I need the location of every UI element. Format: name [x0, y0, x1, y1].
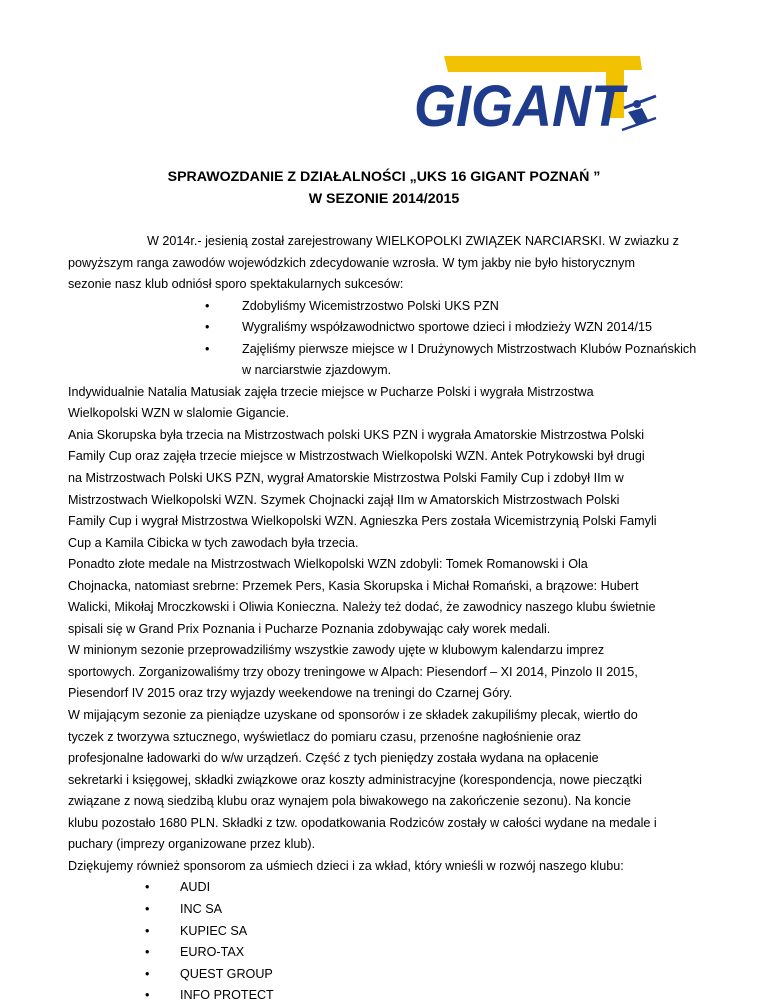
- paragraph-line: na Mistrzostwach Polski UKS PZN, wygrał Amatorskie Mistrzostwa Polski Family Cup i zdobył IIm w: [68, 471, 624, 486]
- logo-yellow-shape: [444, 56, 642, 72]
- intro-line: powyższym ranga zawodów wojewódzkich zdecydowanie wzrosła. W tym jakby nie było historycznym: [68, 255, 635, 270]
- gigant-logo-graphic: [410, 46, 658, 142]
- achievement-item-continuation: w narciarstwie zjazdowym.: [242, 363, 392, 378]
- gigant-logo: [410, 46, 658, 142]
- logo-skier-head: [633, 100, 641, 108]
- sponsor-item: • AUDI: [68, 877, 688, 899]
- paragraph-line: Ponadto złote medale na Mistrzostwach Wielkopolski WZN zdobyli: Tomek Romanowski i Ola: [68, 557, 588, 572]
- paragraph-line: Family Cup i wygrał Mistrzostwa Wielkopolski WZN. Agnieszka Pers została Wicemistrzynią Polski Famyli: [68, 514, 657, 529]
- report-body: [68, 231, 697, 1007]
- paragraph-line: Cup a Kamila Cibicka w tych zawodach była trzecia.: [68, 535, 359, 550]
- paragraph-line: W minionym sezonie przeprowadziliśmy wszystkie zawody ujęte w klubowym kalendarzu imprez: [68, 643, 605, 658]
- paragraph-line: sportowych. Zorganizowaliśmy trzy obozy treningowe w Alpach: Piesendorf – XI 2014, Pinzolo II 2015,: [68, 664, 638, 679]
- paragraph-line: W mijającym sezonie za pieniądze uzyskane od sponsorów i ze składek zakupiliśmy plecak, wiertło do: [68, 708, 638, 723]
- paragraph-line: Walicki, Mikołaj Mroczkowski i Oliwia Konieczna. Należy też dodać, że zawodnicy naszego klubu świetnie: [68, 600, 656, 615]
- paragraph-line: tyczek z tworzywa sztucznego, wyświetlacz do pomiaru czasu, przenośne nagłośnienie oraz: [68, 729, 582, 744]
- paragraph-line: puchary (imprezy organizowane przez klub).: [68, 837, 316, 852]
- achievement-item: • Zdobyliśmy Wicemistrzostwo Polski UKS PZN: [68, 296, 688, 318]
- logo-text: GIGANT: [414, 74, 629, 139]
- paragraph-line: profesjonalne ładowarki do w/w urządzeń. Część z tych pieniędzy została wydana na opłacenie: [68, 751, 599, 766]
- paragraph-line: Family Cup oraz zajęła trzecie miejsce w Mistrzostwach Wielkopolski WZN. Antek Potrykowski był drugi: [68, 449, 645, 464]
- report-subtitle: W SEZONIE 2014/2015: [308, 191, 460, 207]
- sponsor-item: • EURO-TAX: [68, 942, 688, 964]
- intro-line: sezonie nasz klub odniósł sporo spektakularnych sukcesów:: [68, 277, 404, 292]
- paragraph-line: Dziękujemy również sponsorom za uśmiech dzieci i za wkład, który wnieśli w rozwój naszego klubu:: [68, 858, 624, 873]
- paragraph-line: Indywidualnie Natalia Matusiak zajęła trzecie miejsce w Pucharze Polski i wygrała Mistrzostwa: [68, 384, 594, 399]
- sponsor-item: • INFO PROTECT: [68, 985, 688, 1007]
- paragraph-line: spisali się w Grand Prix Poznania i Pucharze Poznania zdobywając cały worek medali.: [68, 621, 551, 636]
- sponsor-item: • QUEST GROUP: [68, 964, 688, 986]
- achievement-item: • Zajęliśmy pierwsze miejsce w I Drużynowych Mistrzostwach Klubów Poznańskich: [68, 339, 688, 361]
- achievement-item: • Wygraliśmy współzawodnictwo sportowe dzieci i młodzieży WZN 2014/15: [68, 317, 688, 339]
- paragraph-line: sekretarki i księgowej, składki związkowe oraz koszty administracyjne (korespondencja, nowe pieczątki: [68, 772, 642, 787]
- intro-line: W 2014r.- jesienią został zarejestrowany WIELKOPOLKI ZWIĄZEK NARCIARSKI. W zwiazku z: [147, 234, 679, 248]
- sponsor-item: • INC SA: [68, 899, 688, 921]
- report-title: SPRAWOZDANIE Z DZIAŁALNOŚCI „UKS 16 GIGANT POZNAŃ ”: [167, 169, 601, 185]
- paragraph-line: Chojnacka, natomiast srebrne: Przemek Pers, Kasia Skorupska i Michał Romański, a brązowe: Hubert: [68, 578, 639, 593]
- paragraph-line: Mistrzostwach Wielkopolski WZN. Szymek Chojnacki zajął IIm w Amatorskich Mistrzostwach Polski: [68, 492, 620, 507]
- paragraph-line: Wielkopolski WZN w slalomie Gigancie.: [68, 406, 290, 421]
- paragraph-line: Piesendorf IV 2015 oraz trzy wyjazdy weekendowe na treningi do Czarnej Góry.: [68, 686, 513, 701]
- paragraph-line: Ania Skorupska była trzecia na Mistrzostwach polski UKS PZN i wygrała Amatorskie Mistrzostwa Polski: [68, 427, 645, 442]
- paragraph-line: związane z nową siedzibą klubu oraz wynajem pola biwakowego na zakończenie sezonu). Na koncie: [68, 794, 631, 809]
- sponsor-item: • KUPIEC SA: [68, 921, 688, 943]
- paragraph-line: klubu pozostało 1680 PLN. Składki z tzw. opodatkowania Rodziców zostały w całości wydane na medale i: [68, 815, 657, 830]
